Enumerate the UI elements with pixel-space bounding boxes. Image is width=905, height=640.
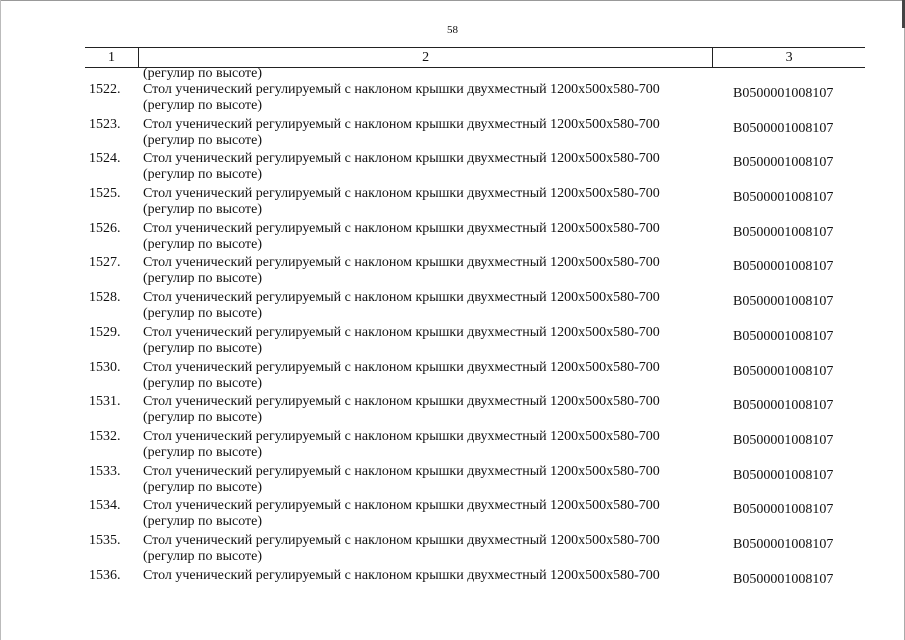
table-row <box>85 66 885 113</box>
row-description: Стол ученический регулируемый с наклоном крышки двухместный 1200x500x580-700 <box>143 290 660 306</box>
row-description-continuation: (регулир по высоте) <box>143 340 263 356</box>
row-number: 1530. <box>89 359 121 375</box>
table-row <box>85 479 885 530</box>
row-description: Стол ученический регулируемый с наклоном крышки двухместный 1200x500x580-700 <box>143 186 660 202</box>
row-code: B0500001008107 <box>733 502 834 518</box>
row-description: Стол ученический регулируемый с наклоном крышки двухместный 1200x500x580-700 <box>143 428 660 444</box>
page-number: 58 <box>447 24 458 36</box>
table-row <box>85 205 885 252</box>
page-top-edge <box>0 0 905 1</box>
row-description-continuation: (регулир по высоте) <box>143 98 263 113</box>
row-description: Стол ученический регулируемый с наклоном крышки двухместный 1200x500x580-700 <box>143 82 660 97</box>
row-number: 1522. <box>89 82 121 97</box>
row-code: B0500001008107 <box>733 328 834 344</box>
row-code: B0500001008107 <box>733 467 834 483</box>
row-description: Стол ученический регулируемый с наклоном крышки двухместный 1200x500x580-700 <box>143 151 660 167</box>
row-description: Стол ученический регулируемый с наклоном крышки двухместный 1200x500x580-700 <box>143 463 660 479</box>
table-row <box>85 517 885 564</box>
table-row <box>85 236 885 287</box>
row-description-continuation: (регулир по высоте) <box>143 548 263 564</box>
row-description: Стол ученический регулируемый с наклоном крышки двухместный 1200x500x580-700 <box>143 498 660 514</box>
table-body <box>85 66 885 586</box>
row-code: B0500001008107 <box>733 363 834 379</box>
row-number: 1523. <box>89 116 121 132</box>
row-number: 1535. <box>89 532 121 548</box>
row-code: B0500001008107 <box>733 259 834 275</box>
row-code: B0500001008107 <box>733 224 834 240</box>
row-number: 1534. <box>89 498 121 514</box>
row-description-continuation: (регулир по высоте) <box>143 132 263 148</box>
row-description: Стол ученический регулируемый с наклоном крышки двухместный 1200x500x580-700 <box>143 359 660 375</box>
row-number: 1524. <box>89 151 121 167</box>
row-description-continuation: (регулир по высоте) <box>143 271 263 287</box>
row-number: 1527. <box>89 255 121 271</box>
row-number: 1536. <box>89 567 121 583</box>
page-left-edge <box>0 0 1 640</box>
row-number: 1533. <box>89 463 121 479</box>
row-description-continuation: (регулир по высоте) <box>143 444 263 460</box>
header-col-2: 2 <box>139 48 713 67</box>
row-number: 1532. <box>89 428 121 444</box>
row-code: B0500001008107 <box>733 155 834 171</box>
table-row <box>85 413 885 460</box>
row-number: 1531. <box>89 394 121 410</box>
row-description: Стол ученический регулируемый с наклоном крышки двухместный 1200x500x580-700 <box>143 220 660 236</box>
row-code: B0500001008107 <box>733 120 834 136</box>
header-col-3: 3 <box>785 50 793 65</box>
header-col-1: 1 <box>85 48 139 67</box>
row-code: B0500001008107 <box>733 294 834 310</box>
row-description-continuation: (регулир по высоте) <box>143 236 263 252</box>
table-row <box>85 170 885 218</box>
table-header <box>85 47 865 68</box>
row-code: B0500001008107 <box>733 190 834 206</box>
row-description-continuation: (регулир по высоте) <box>143 202 263 218</box>
row-description-continuation: (регулир по высоте) <box>143 167 263 183</box>
table-row <box>85 344 885 391</box>
row-number: 1529. <box>89 324 121 340</box>
row-code: B0500001008107 <box>733 398 834 414</box>
row-description: Стол ученический регулируемый с наклоном крышки двухместный 1200x500x580-700 <box>143 394 660 410</box>
row-code: B0500001008107 <box>733 86 834 101</box>
row-code: B0500001008107 <box>733 536 834 552</box>
table-row <box>85 448 885 495</box>
row-description: Стол ученический регулируемый с наклоном крышки двухместный 1200x500x580-700 <box>143 255 660 271</box>
row-description-continuation: (регулир по высоте) <box>143 410 263 426</box>
row-code: B0500001008107 <box>733 571 834 587</box>
table-row <box>85 132 885 183</box>
row-code: B0500001008107 <box>733 432 834 448</box>
row-description-continuation: (регулир по высоте) <box>143 514 263 530</box>
row-number: 1526. <box>89 220 121 236</box>
row-description: Стол ученический регулируемый с наклоном крышки двухместный 1200x500x580-700 <box>143 116 660 132</box>
table-row <box>85 552 885 587</box>
table-row <box>85 375 885 426</box>
row-description: Стол ученический регулируемый с наклоном крышки двухместный 1200x500x580-700 <box>143 567 660 583</box>
row-description-continuation: (регулир по высоте) <box>143 479 263 495</box>
row-description-continuation: (регулир по высоте) <box>143 375 263 391</box>
continuation-text: (регулир по высоте) <box>143 66 263 81</box>
table-row <box>85 274 885 322</box>
row-number: 1525. <box>89 186 121 202</box>
table-row <box>85 101 885 148</box>
table-row <box>85 309 885 356</box>
row-description: Стол ученический регулируемый с наклоном крышки двухместный 1200x500x580-700 <box>143 324 660 340</box>
row-number: 1528. <box>89 290 121 306</box>
row-description-continuation: (регулир по высоте) <box>143 306 263 322</box>
row-description: Стол ученический регулируемый с наклоном крышки двухместный 1200x500x580-700 <box>143 532 660 548</box>
